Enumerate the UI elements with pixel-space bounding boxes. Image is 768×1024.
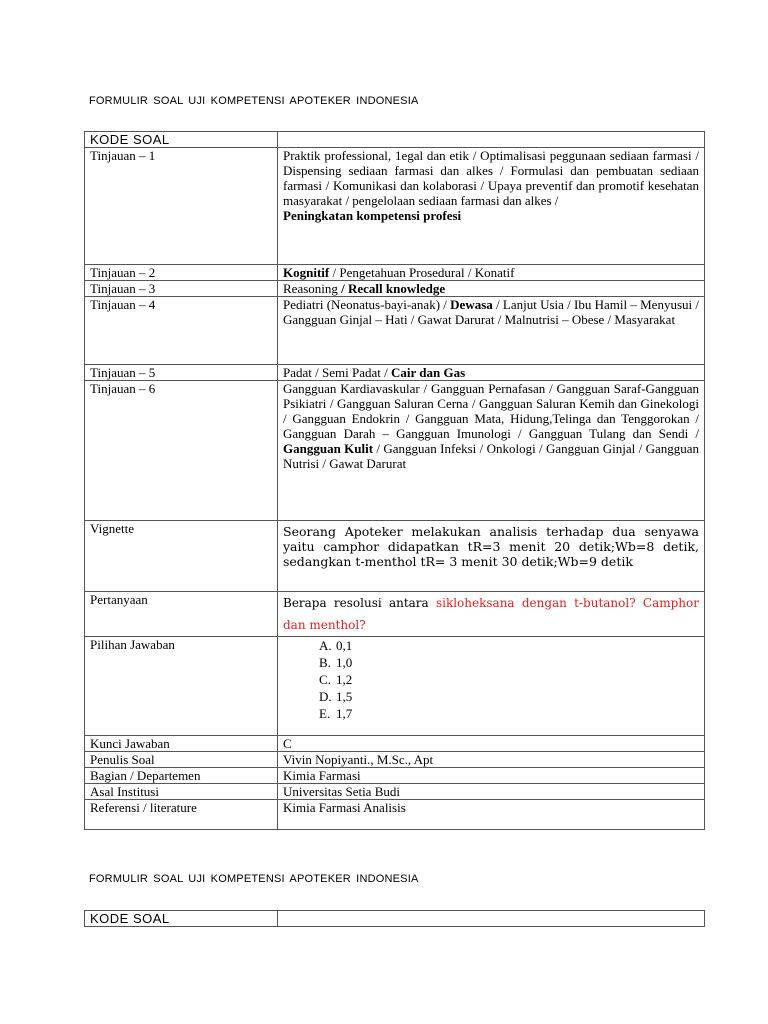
tinjauan-6-value [278,381,705,521]
tinjauan-5-selected: Cair dan Gas [390,365,466,380]
pertanyaan-highlight: sikloheksana dengan t-butanol? Camphor dan menthol? [283,596,699,632]
pertanyaan-value [278,592,705,637]
tinjauan-2-selected: Kognitif [283,265,330,280]
table-row [85,365,705,381]
form-title: FORMULIR SOAL UJI KOMPETENSI APOTEKER INDONESIA [89,95,419,107]
option-value: 1,0 [336,655,353,670]
tinjauan-4-value [278,297,705,365]
option-letter: A. [319,638,332,653]
pilihan-label: Pilihan Jawaban [85,637,278,736]
table-row [85,911,705,927]
vignette-label: Vignette [85,521,278,592]
answer-options-list [283,637,699,722]
asal-label: Asal Institusi [85,784,278,800]
table-row [85,265,705,281]
kunci-label: Kunci Jawaban [85,736,278,752]
tinjauan-3-selected: / Recall knowledge [341,281,446,296]
list-item [319,637,699,654]
kode-soal-value-2 [278,911,705,927]
table-row [85,281,705,297]
tinjauan-6-rest: / Gangguan Infeksi / Onkologi / Gangguan Ginjal / Gangguan Nutrisi / Gawat Darurat [283,441,700,471]
tinjauan-2-rest: / Pengetahuan Prosedural / Konatif [329,265,515,280]
list-item [319,671,699,688]
table-row [85,800,705,830]
table-row [85,768,705,784]
tinjauan-5-pre: Padat / Semi Padat / [283,365,391,380]
tinjauan-1-label: Tinjauan – 1 [85,148,278,265]
option-letter: E. [319,706,331,721]
pertanyaan-pre: Berapa resolusi antara [283,596,436,610]
list-item [319,688,699,705]
tinjauan-4-label: Tinjauan – 4 [85,297,278,365]
tinjauan-3-pre: Reasoning [283,281,342,296]
asal-value: Universitas Setia Budi [278,784,705,800]
tinjauan-4-selected: Dewasa [450,297,493,312]
tinjauan-6-pre: Gangguan Kardiavaskular / Gangguan Pernafasan / Gangguan Saraf-Gangguan Psikiatri / Gangguan Saluran Cerna / Gangguan Saluran Kemih dan Ginekologi / Gangguan Endokrin / Gangguan Mata, Hidung,Telinga dan Tenggorokan / Gangguan Darah – Gangguan Imunologi / Gangguan Tulang dan Sendi / [283,381,699,441]
tinjauan-5-label: Tinjauan – 5 [85,365,278,381]
table-row [85,784,705,800]
kode-soal-label-2: KODE SOAL [85,911,278,927]
tinjauan-4-rest: / Lanjut Usia / Ibu Hamil – Menyusui / Gangguan Ginjal – Hati / Gawat Darurat / Malnutrisi – Obese / Masyarakat [283,297,699,327]
bagian-value: Kimia Farmasi [278,768,705,784]
vignette-text: Seorang Apoteker melakukan analisis terhadap dua senyawa yaitu camphor didapatkan tR=3 menit 20 detik;Wb=8 detik, sedangkan t-menthol tR= 3 menit 30 detik;Wb=9 detik [278,521,705,592]
tinjauan-4-pre: Pediatri (Neonatus-bayi-anak) / [283,297,451,312]
table-row [85,381,705,521]
form-title-2: FORMULIR SOAL UJI KOMPETENSI APOTEKER INDONESIA [89,873,419,885]
tinjauan-2-label: Tinjauan – 2 [85,265,278,281]
table-row [85,148,705,265]
option-value: 1,7 [336,706,353,721]
penulis-value: Vivin Nopiyanti., M.Sc., Apt [278,752,705,768]
table-row [85,752,705,768]
tinjauan-6-label: Tinjauan – 6 [85,381,278,521]
table-row [85,592,705,637]
kunci-value: C [278,736,705,752]
question-form-table [84,131,705,830]
referensi-label: Referensi / literature [85,800,278,830]
question-form-table-2 [84,910,705,927]
option-value: 1,5 [336,689,353,704]
tinjauan-5-value [278,365,705,381]
table-row [85,297,705,365]
table-row [85,132,705,148]
tinjauan-1-value [278,148,705,265]
tinjauan-1-text: Praktik professional, 1egal dan etik / Optimalisasi peggunaan sediaan farmasi / Dispensing sediaan farmasi dan alkes / Formulasi dan pembuatan sediaan farmasi / Komunikasi dan kolaborasi / Upaya preventif dan promotif kesehatan masyarakat / pengelolaan sediaan farmasi dan alkes / [283,148,699,208]
tinjauan-1-selected: Peningkatan kompetensi profesi [283,208,462,223]
bagian-label: Bagian / Departemen [85,768,278,784]
kode-soal-label: KODE SOAL [85,132,278,148]
kode-soal-value [278,132,705,148]
table-row [85,736,705,752]
list-item [319,654,699,671]
penulis-label: Penulis Soal [85,752,278,768]
referensi-value: Kimia Farmasi Analisis [278,800,705,830]
table-row [85,521,705,592]
tinjauan-2-value [278,265,705,281]
option-value: 1,2 [336,672,353,687]
tinjauan-3-label: Tinjauan – 3 [85,281,278,297]
pertanyaan-label: Pertanyaan [85,592,278,637]
option-value: 0,1 [336,638,353,653]
tinjauan-6-selected: Gangguan Kulit [283,441,374,456]
list-item [319,705,699,722]
table-row [85,637,705,736]
option-letter: B. [319,655,331,670]
pilihan-value [278,637,705,736]
option-letter: D. [319,689,332,704]
option-letter: C. [319,672,331,687]
tinjauan-3-value [278,281,705,297]
